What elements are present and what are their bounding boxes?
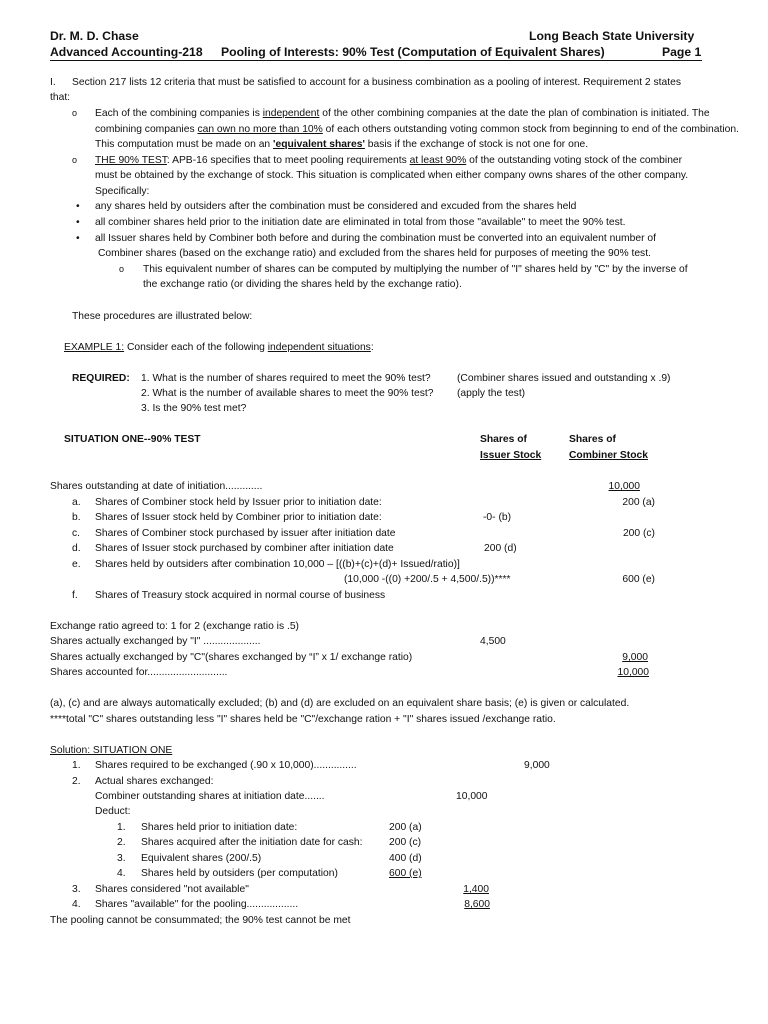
- deduct-number: 1.: [117, 822, 126, 833]
- step-number: 2.: [72, 776, 81, 787]
- exchanged-by-combiner: Shares actually exchanged by "C"(shares exchanged by “I” x 1/ exchange ratio): [50, 652, 413, 663]
- deduct-text: Shares held by outsiders (per computation): [141, 868, 338, 879]
- row-letter: c.: [72, 528, 81, 539]
- req-line-2: combining companies can own no more than 10% of each others outstanding voting common stock from beginning to end of the combination.: [95, 124, 739, 135]
- university-name: Long Beach State University: [529, 29, 695, 43]
- note-2: ****total "C" shares outstanding less "I" shares held be "C"/exchange ration + "I" shares issued /exchange ratio.: [50, 714, 556, 725]
- row-issuer-value: 200 (d): [484, 543, 517, 554]
- deduct-text: Equivalent shares (200/.5): [141, 853, 262, 864]
- question-1: 1. What is the number of shares required to meet the 90% test?: [141, 373, 431, 384]
- solution-title: Solution: SITUATION ONE: [50, 745, 173, 756]
- test-line-1: THE 90% TEST: APB-16 specifies that to meet pooling requirements at least 90% of the outstanding voting stock of the combiner: [95, 155, 683, 166]
- req-line-3: This computation must be made on an 'equivalent shares' basis if the exchange of stock is not one for one.: [95, 139, 589, 150]
- deduct-value: 600 (e): [389, 868, 422, 879]
- combiner-outstanding-label: Combiner outstanding shares at initiation date.......: [95, 791, 325, 802]
- step-number: 1.: [72, 760, 81, 771]
- deduct-label: Deduct:: [95, 806, 131, 817]
- row-letter: f.: [72, 590, 78, 601]
- hollow-bullet: o: [119, 264, 125, 274]
- bullet-item: all combiner shares held prior to the initiation date are eliminated in total from those "available" to meet the 90% test.: [95, 217, 626, 228]
- row-text: Shares held by outsiders after combination 10,000 – [((b)+(c)+(d)+ Issued/ratio)]: [95, 559, 460, 570]
- row-e-value: 600 (e): [622, 574, 655, 585]
- course-name: Advanced Accounting-218: [50, 45, 203, 59]
- sub-line-2: the exchange ratio (or dividing the shares held by the exchange ratio).: [143, 279, 462, 290]
- step-value: 8,600: [464, 899, 490, 910]
- note-1: (a), (c) and are always automatically excluded; (b) and (d) are excluded on an equivalent share basis; (e) is given or calculated.: [50, 698, 630, 709]
- step-number: 3.: [72, 884, 81, 895]
- deduct-text: Shares acquired after the initiation date for cash:: [141, 837, 363, 848]
- deduct-value: 200 (a): [389, 822, 422, 833]
- outstanding-value: 10,000: [608, 481, 640, 492]
- row-e-formula: (10,000 -((0) +200/.5 + 4,500/.5))****: [344, 574, 511, 585]
- example-heading: EXAMPLE 1: Consider each of the following independent situations:: [64, 342, 374, 353]
- row-text: Shares of Issuer stock held by Combiner prior to initiation date:: [95, 512, 382, 523]
- bullet-dot: •: [76, 233, 80, 244]
- required-label: REQUIRED:: [72, 373, 130, 384]
- deduct-value: 200 (c): [389, 837, 422, 848]
- row-combiner-value: 200 (c): [622, 528, 655, 539]
- row-combiner-value: 200 (a): [622, 497, 655, 508]
- row-letter: e.: [72, 559, 81, 570]
- question-2-note: (apply the test): [457, 388, 526, 399]
- row-letter: b.: [72, 512, 81, 523]
- test-line-3: Specifically:: [95, 186, 150, 197]
- exchanged-by-issuer-value: 4,500: [480, 636, 506, 647]
- bullet-dot: •: [76, 201, 80, 212]
- conclusion: The pooling cannot be consummated; the 90% test cannot be met: [50, 915, 351, 926]
- step-text: Shares considered "not available": [95, 884, 249, 895]
- bullet-continuation: Combiner shares (based on the exchange ratio) and excluded from the shares held for purposes of meeting the 90% test.: [98, 248, 651, 259]
- question-1-note: (Combiner shares issued and outstanding x .9): [457, 373, 671, 384]
- row-issuer-value: -0- (b): [483, 512, 512, 523]
- hollow-bullet: o: [72, 108, 78, 118]
- issuer-col-header-2: Issuer Stock: [480, 450, 542, 461]
- row-text: Shares of Treasury stock acquired in normal course of business: [95, 590, 386, 601]
- page-number: Page 1: [662, 45, 702, 59]
- test-line-2: must be obtained by the exchange of stock. This situation is complicated when either company owns shares of the other company.: [95, 170, 689, 181]
- bullet-dot: •: [76, 217, 80, 228]
- accounted-label: Shares accounted for............................: [50, 667, 228, 678]
- step-value: 1,400: [463, 884, 489, 895]
- deduct-number: 3.: [117, 853, 126, 864]
- combiner-col-header-1: Shares of: [569, 434, 616, 445]
- deduct-text: Shares held prior to initiation date:: [141, 822, 298, 833]
- situation-title: SITUATION ONE--90% TEST: [64, 434, 201, 445]
- step-text: Shares required to be exchanged (.90 x 10,000)...............: [95, 760, 357, 771]
- hollow-bullet: o: [72, 155, 78, 165]
- step-text: Actual shares exchanged:: [95, 776, 214, 787]
- document-title: Pooling of Interests: 90% Test (Computation of Equivalent Shares): [221, 45, 605, 59]
- step-text: Shares "available" for the pooling..................: [95, 899, 299, 910]
- row-text: Shares of Issuer stock purchased by combiner after initiation date: [95, 543, 394, 554]
- deduct-number: 4.: [117, 868, 126, 879]
- combiner-col-header-2: Combiner Stock: [569, 450, 648, 461]
- row-text: Shares of Combiner stock purchased by issuer after initiation date: [95, 528, 396, 539]
- deduct-value: 400 (d): [389, 853, 422, 864]
- step-number: 4.: [72, 899, 81, 910]
- intro-line-1: Section 217 lists 12 criteria that must be satisfied to account for a business combination as a pooling of interest. Requirement 2 states: [72, 77, 681, 88]
- deduct-number: 2.: [117, 837, 126, 848]
- exchanged-by-issuer: Shares actually exchanged by "I" ....................: [50, 636, 261, 647]
- combiner-outstanding-value: 10,000: [456, 791, 488, 802]
- exchanged-by-combiner-value: 9,000: [622, 652, 648, 663]
- bullet-item: any shares held by outsiders after the combination must be considered and excuded from the shares held: [95, 201, 577, 212]
- row-text: Shares of Combiner stock held by Issuer prior to initiation date:: [95, 497, 382, 508]
- outstanding-label: Shares outstanding at date of initiation.............: [50, 481, 263, 492]
- intro-line-2: that:: [50, 92, 71, 103]
- row-letter: d.: [72, 543, 81, 554]
- bullet-item: all Issuer shares held by Combiner both before and during the combination must be converted into an equivalent number of: [95, 233, 656, 244]
- sub-line-1: This equivalent number of shares can be computed by multiplying the number of "I" shares held by "C" by the inverse of: [143, 264, 688, 275]
- accounted-value: 10,000: [617, 667, 649, 678]
- step-value: 9,000: [524, 760, 550, 771]
- section-numeral: I.: [50, 77, 56, 88]
- issuer-col-header-1: Shares of: [480, 434, 527, 445]
- author-name: Dr. M. D. Chase: [50, 29, 139, 43]
- question-2: 2. What is the number of available shares to meet the 90% test?: [141, 388, 434, 399]
- procedures-text: These procedures are illustrated below:: [72, 311, 253, 322]
- row-letter: a.: [72, 497, 81, 508]
- question-3: 3. Is the 90% test met?: [141, 403, 247, 414]
- req-line-1: Each of the combining companies is independent of the other combining companies at the date the plan of combination is initiated. The: [95, 108, 710, 119]
- exchange-ratio: Exchange ratio agreed to: 1 for 2 (exchange ratio is .5): [50, 621, 299, 632]
- header-rule: [50, 60, 702, 61]
